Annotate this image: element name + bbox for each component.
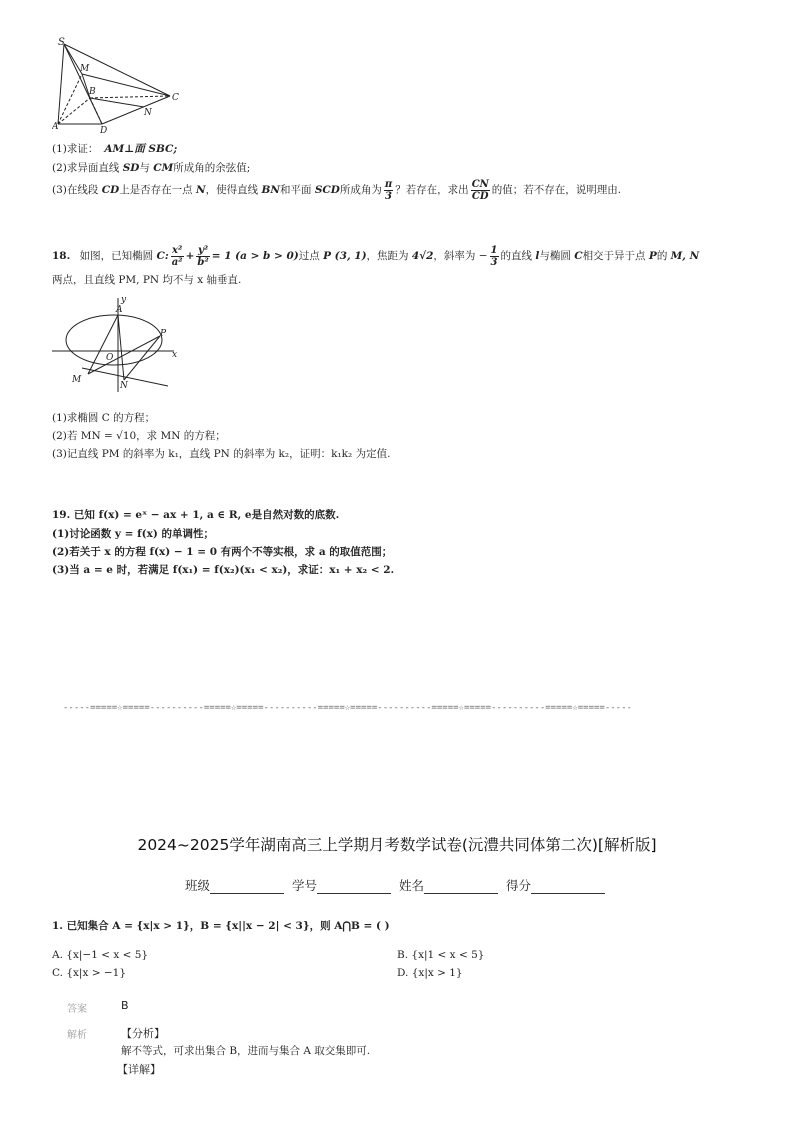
q18-stem-line2: 两点，且直线 PM, PN 均不与 x 轴垂直. [52, 274, 242, 286]
q18-part2: (2)若 MN = √10，求 MN 的方程； [52, 430, 226, 442]
ellipse-figure [52, 294, 182, 394]
fig-label-m: M [80, 64, 90, 74]
fig2-label-o: O [106, 353, 114, 363]
id-label: 学号 [291, 878, 317, 893]
q18-stem: 18. 如图，已知椭圆 C: $\frac{\text{x²}}{\text{a²}}$ + $\frac{\text{y²}}{\text{b²}}$ = 1 (a > b > 0)过点 P (3, 1)，焦距为 4√2，斜率为 − $\frac{1}{3}$ 的直线 l与椭圆 C相交于异于点 P的 M, N [52, 244, 700, 268]
fig2-label-p: P [160, 329, 167, 339]
paper-title: 2024~2025学年湖南高三上学期月考数学试卷(沅澧共同体第二次)[解析版] [137, 836, 657, 854]
q17-part1: (1)求证： AM⊥面 SBC; [52, 143, 178, 155]
score-label: 得分 [505, 878, 531, 893]
q1-stem: 1. 已知集合 A = {x|x > 1}，B = {x||x − 2| < 3}，则 A⋂B = ( ) [52, 920, 390, 932]
q19-part1: (1)讨论函数 y = f(x) 的单调性； [52, 528, 214, 540]
fig2-label-n: N [120, 381, 128, 391]
class-label: 班级 [184, 878, 210, 893]
section-divider: -----=====☆=====----------=====☆=====----------=====☆=====----------=====☆=====----------=====☆=====----- [63, 703, 632, 713]
q18-part3: (3)记直线 PM 的斜率为 k₁，直线 PN 的斜率为 k₂，证明：k₁k₂ 为定值. [52, 448, 391, 460]
q19-part3: (3)当 a = e 时，若满足 f(x₁) = f(x₂)(x₁ < x₂)，求证：x₁ + x₂ < 2. [52, 564, 395, 576]
fig2-label-m: M [72, 375, 82, 385]
analysis-label: 解析 [67, 1030, 87, 1041]
pyramid-figure [52, 36, 182, 136]
fig-label-b: B [89, 87, 96, 97]
fig-label-d: D [100, 126, 108, 136]
answer-value: B [121, 999, 129, 1012]
q1-option-a: A. {x|−1 < x < 5} [52, 949, 149, 961]
fig-label-c: C [172, 93, 179, 103]
q1-option-b: B. {x|1 < x < 5} [397, 949, 485, 961]
fig2-label-x: x [172, 350, 178, 360]
fig2-label-y: y [121, 295, 127, 305]
fig-label-n: N [144, 108, 152, 118]
score-blank[interactable] [531, 880, 605, 894]
q1-option-d: D. {x|x > 1} [397, 967, 463, 979]
name-label: 姓名 [398, 878, 424, 893]
fig-label-s: S [58, 37, 65, 48]
analysis-body: 解不等式，可求出集合 B，进而与集合 A 取交集即可. [121, 1045, 371, 1057]
q1-option-c: C. {x|x > −1} [52, 967, 127, 979]
q19-part2: (2)若关于 x 的方程 f(x) − 1 = 0 有两个不等实根，求 a 的取值范围； [52, 546, 393, 558]
detail-heading: 【详解】 [117, 1063, 161, 1076]
answer-label: 答案 [67, 1004, 87, 1015]
q17-part2: (2)求异面直线 SD与 CM所成角的余弦值; [52, 162, 251, 174]
q17-part3: (3)在线段 CD上是否存在一点 N，使得直线 BN和平面 SCD所成角为 $\frac{\pi}{3}$ ？若存在，求出 $\frac{CN}{CD}$ 的值；若不存在，说明理由. [52, 178, 622, 202]
fig-label-a: A [52, 122, 59, 132]
class-blank[interactable] [210, 880, 284, 894]
name-blank[interactable] [424, 880, 498, 894]
q19-stem: 19. 已知 f(x) = eˣ − ax + 1, a ∈ R, e是自然对数的底数. [52, 509, 340, 521]
student-info-line [0, 876, 794, 894]
id-blank[interactable] [317, 880, 391, 894]
analysis-heading: 【分析】 [121, 1027, 165, 1040]
q18-part1: (1)求椭圆 C 的方程； [52, 412, 156, 424]
fig2-label-a: A [116, 305, 123, 315]
